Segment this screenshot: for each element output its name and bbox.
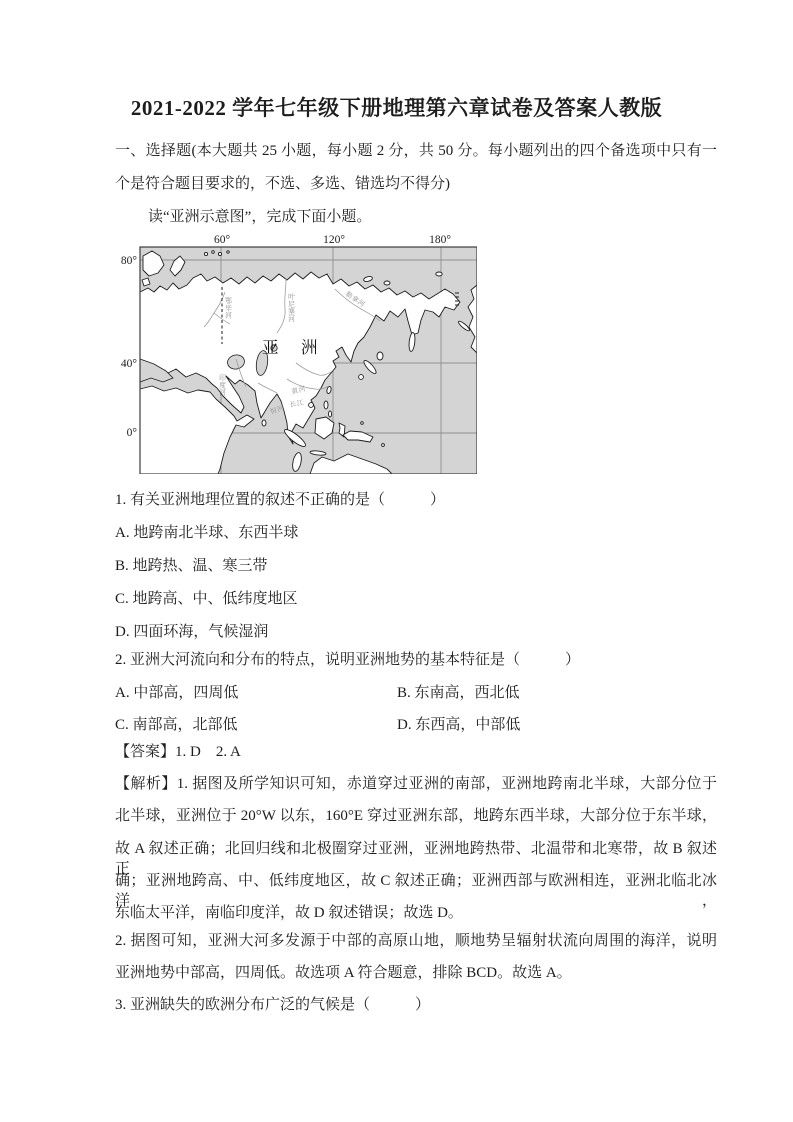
map-canvas bbox=[140, 247, 477, 474]
q2-option-d: D. 东西高，中部低 bbox=[397, 717, 521, 733]
luzon-island bbox=[324, 401, 328, 409]
sri-lanka-island bbox=[262, 420, 266, 426]
lat-label-80: 80° bbox=[120, 255, 137, 267]
yellow-river-label: 黄河 bbox=[290, 385, 307, 396]
section-header-line2: 个是符合题目要求的，不选、多选、错选均不得分) bbox=[115, 176, 450, 192]
q1-option-d: D. 四面环海，气候湿润 bbox=[115, 624, 269, 640]
lon-label-60: 60° bbox=[213, 234, 231, 246]
hokkaido-island bbox=[377, 352, 383, 360]
asia-map-figure bbox=[115, 233, 477, 474]
lon-label-180: 180° bbox=[429, 234, 451, 246]
yangtze-river-label: 长江 bbox=[289, 399, 305, 409]
q2-option-c: C. 南部高，北部低 bbox=[115, 717, 238, 733]
analysis-line4: 确；亚洲地跨高、中、低纬度地区，故 C 叙述正确；亚洲西部与欧洲相连，亚洲北临北冰洋， bbox=[115, 873, 717, 909]
question-1: 1. 有关亚洲地理位置的叙述不正确的是（ ） bbox=[115, 492, 446, 508]
analysis-line1: 【解析】1. 据图及所学知识可知，赤道穿过亚洲的南部，亚洲地跨南北半球，大部分位于 bbox=[115, 776, 717, 792]
question-3: 3. 亚洲缺失的欧洲分布广泛的气候是（ ） bbox=[115, 997, 431, 1013]
lon-label-120: 120° bbox=[323, 234, 345, 246]
asia-continent-label: 亚 洲 bbox=[262, 338, 321, 357]
ob-river-label: 鄂毕河 bbox=[223, 297, 231, 319]
yenisei-river-label: 叶尼塞河 bbox=[286, 293, 294, 323]
analysis2-line1: 2. 据图可知，亚洲大河多发源于中部的高原山地，顺地势呈辐射状流向周围的海洋，说明 bbox=[115, 933, 717, 949]
ganges-river-label: 恒河 bbox=[269, 404, 286, 416]
question-intro: 读“亚洲示意图”，完成下面小题。 bbox=[148, 209, 372, 225]
lena-river-label: 勒拿河 bbox=[343, 290, 366, 309]
q1-option-c: C. 地跨高、中、低纬度地区 bbox=[115, 591, 298, 607]
lat-label-40: 40° bbox=[120, 358, 137, 370]
analysis-line5: 东临太平洋，南临印度洋，故 D 叙述错误；故选 D。 bbox=[115, 905, 463, 921]
hainan-island bbox=[309, 403, 314, 408]
answer-line: 【答案】1. D 2. A bbox=[115, 744, 241, 760]
asia-map-svg bbox=[115, 233, 477, 474]
kyushu-island bbox=[359, 375, 364, 380]
document-title: 2021-2022 学年七年级下册地理第六章试卷及答案人教版 bbox=[130, 96, 663, 120]
analysis2-line2: 亚洲地势中部高，四周低。故选项 A 符合题意，排除 BCD。故选 A。 bbox=[115, 965, 572, 981]
analysis-line3: 故 A 叙述正确；北回归线和北极圈穿过亚洲，亚洲地跨热带、北温带和北寒带，故 B 叙述正 bbox=[115, 841, 717, 877]
question-2: 2. 亚洲大河流向和分布的特点，说明亚洲地势的基本特征是（ ） bbox=[115, 652, 581, 668]
analysis-line2: 北半球，亚洲位于 20°W 以东，160°E 穿过亚洲东部，地跨东西半球，大部分位于东半球， bbox=[115, 808, 717, 824]
q2-option-b: B. 东南高，西北低 bbox=[397, 685, 520, 701]
q1-option-b: B. 地跨热、温、寒三带 bbox=[115, 558, 268, 574]
q2-option-a: A. 中部高，四周低 bbox=[115, 685, 239, 701]
lat-label-0: 0° bbox=[126, 427, 137, 439]
q1-option-a: A. 地跨南北半球、东西半球 bbox=[115, 525, 299, 541]
section-header-line1: 一、选择题(本大题共 25 小题，每小题 2 分，共 50 分。每小题列出的四个备选项中只有一 bbox=[115, 143, 717, 159]
indus-river-label: 印度河 bbox=[217, 374, 225, 396]
